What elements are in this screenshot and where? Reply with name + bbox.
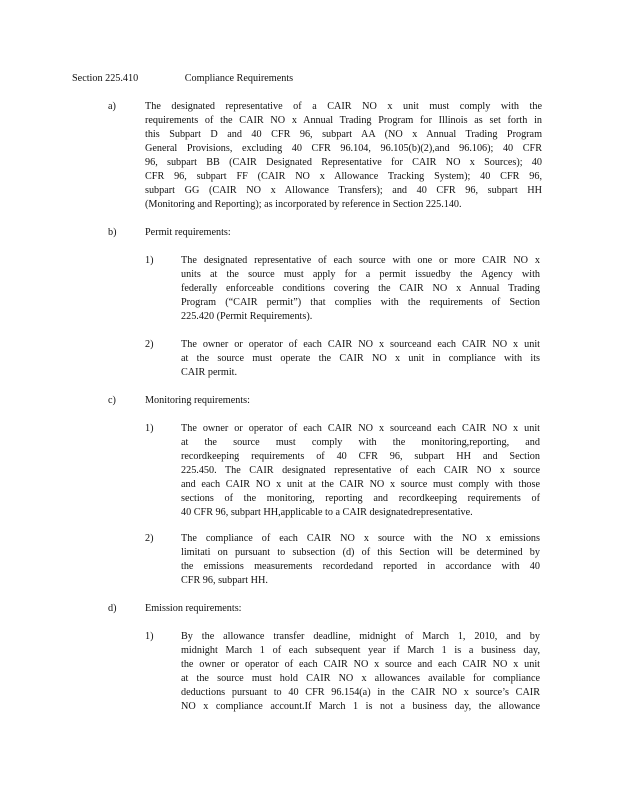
paragraph-c2-text: The compliance of each CAIR NO x source with the NO x emissions limitati on pursuant to subsection (d) of this Section will be determined by the emissions measurements recordedand reported in accordance with 40 CFR 96, subpart HH. [181,533,540,586]
paragraph-c-label: c) [108,395,116,406]
paragraph-b1-label: 1) [145,255,154,266]
paragraph-d1-label: 1) [145,631,154,642]
paragraph-b2-label: 2) [145,339,154,350]
paragraph-c1-text: The owner or operator of each CAIR NO x sourceand each CAIR NO x unit at the source must comply with the monitoring,reporting, and recordkeeping requirements of 40 CFR 96, subpart HH and Section 225.450. The CAIR designated representative of each CAIR NO x source and each CAIR NO x unit at the CAIR NO x source must comply with those sections of the monitoring, reporting and recordkeeping requirements of 40 CFR 96, subpart HH,applicable to a CAIR designatedrepresentative. [181,423,540,518]
paragraph-d1-text: By the allowance transfer deadline, midnight of March 1, 2010, and by midnight March 1 of each subsequent year if March 1 is a business day, the owner or operator of each CAIR NO x source and each CAIR NO x unit at the source must hold CAIR NO x allowances available for compliance deductions pursuant to 40 CFR 96.154(a) in the CAIR NO x source’s CAIR NO x compliance account.If March 1 is not a business day, the allowance [181,631,540,712]
paragraph-a-text: The designated representative of a CAIR NO x unit must comply with the requirements of the CAIR NO x Annual Trading Program for Illinois as set forth in this Subpart D and 40 CFR 96, subpart AA (NO x Annual Trading Program General Provisions, excluding 40 CFR 96.104, 96.105(b)(2),and 96.106); 40 CFR 96, subpart BB (CAIR Designated Representative for CAIR NO x Sources); 40 CFR 96, subpart FF (CAIR NO x Allowance Tracking System); 40 CFR 96, subpart GG (CAIR NO x Allowance Transfers); and 40 CFR 96, subpart HH (Monitoring and Reporting); as incorporated by reference in Section 225.140. [145,101,542,210]
paragraph-b-heading: Permit requirements: [145,227,231,238]
paragraph-d-heading: Emission requirements: [145,603,242,614]
paragraph-c2-label: 2) [145,533,154,544]
paragraph-b2-text: The owner or operator of each CAIR NO x sourceand each CAIR NO x unit at the source must operate the CAIR NO x unit in compliance with its CAIR permit. [181,339,540,378]
paragraph-b-label: b) [108,227,117,238]
section-heading [72,72,307,86]
section-title: Compliance Requirements [184,73,294,84]
section-number: Section 225.410 [72,73,139,84]
paragraph-c1-label: 1) [145,423,154,434]
paragraph-b1-text: The designated representative of each source with one or more CAIR NO x units at the source must apply for a permit issuedby the Agency with federally enforceable conditions covering the CAIR NO x Annual Trading Program (“CAIR permit”) that complies with the requirements of Section 225.420 (Permit Requirements). [181,255,540,322]
paragraph-a-label: a) [108,101,116,112]
paragraph-c-heading: Monitoring requirements: [145,395,250,406]
paragraph-d-label: d) [108,603,117,614]
